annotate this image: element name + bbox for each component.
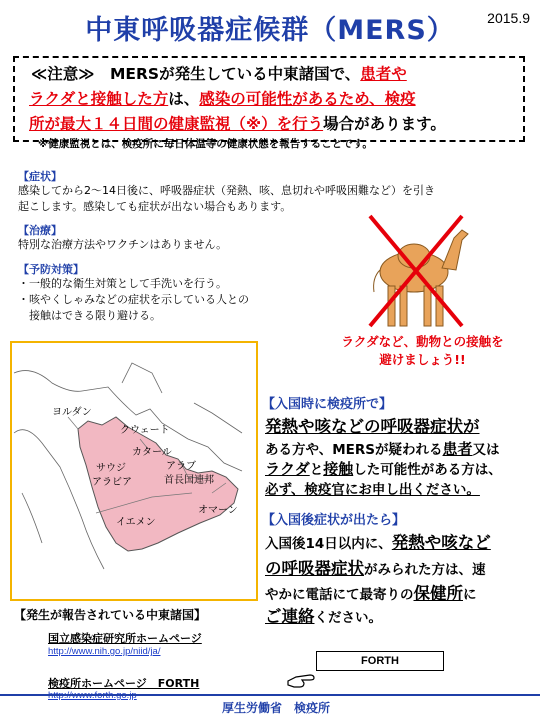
camel-warning — [320, 333, 525, 369]
after-text: に — [463, 587, 477, 603]
after-emphasis: 保健所 — [413, 584, 463, 603]
after-line-2 — [265, 555, 486, 579]
treatment-line: 特別な治療方法やワクチンはありません。 — [18, 238, 228, 251]
after-line-1 — [265, 529, 491, 553]
notice-highlight: 感染の可能性があるため、検疫 — [199, 90, 416, 108]
entry-line-4 — [265, 478, 480, 498]
notice-text: 場合があります。 — [323, 115, 446, 133]
notice-highlight: ラクダと接触した方 — [29, 90, 169, 108]
after-emphasis: ご連絡 — [265, 607, 315, 626]
prevention-line: 接触はできる限り避ける。 — [18, 309, 161, 322]
notice-text: ≪注意≫ MERSが発生している中東諸国で、 — [31, 65, 361, 83]
map-label-saudi: サウジ — [96, 463, 126, 474]
prevention-line: ・咳やくしゃみなどの症状を示している人との — [18, 293, 249, 306]
symptoms-heading: 【症状】 — [18, 170, 62, 183]
map-label-uae: 首長国連邦 — [164, 475, 214, 486]
entry-line-3 — [265, 458, 502, 479]
entry-line-2 — [265, 438, 500, 459]
map-label-qatar: カタール — [132, 447, 172, 458]
symptoms-line: 起こします。感染しても症状が出ない場合もあります。 — [18, 200, 292, 213]
camel-warning-line: 避けましょう!! — [379, 352, 466, 367]
entry-text: と — [309, 462, 324, 478]
middle-east-map — [10, 341, 258, 601]
page-title: 中東呼吸器症候群（MERS） — [85, 15, 455, 46]
entry-heading: 【入国時に検疫所で】 — [262, 397, 393, 412]
after-line-4 — [265, 603, 382, 627]
notice-box — [13, 56, 525, 142]
map-label-uae: アラブ — [166, 461, 196, 472]
nih-link-label: 国立感染症研究所ホームページ — [48, 632, 202, 645]
map-label-yemen: イエメン — [116, 517, 156, 528]
notice-text: は、 — [168, 90, 200, 108]
map-label-kuwait: クウェート — [120, 425, 170, 436]
issue-date: 2015.9 — [487, 10, 530, 26]
after-text: がみられた方は、速 — [364, 562, 486, 578]
entry-text: した可能性がある方は、 — [353, 462, 502, 478]
footer-divider — [0, 694, 540, 696]
entry-text: 又は — [472, 442, 500, 458]
map-label-oman: オマーン — [198, 505, 238, 516]
entry-text: ある方や、MERSが疑われる — [265, 442, 443, 458]
prevention-heading: 【予防対策】 — [18, 263, 84, 276]
map-graphic — [12, 343, 256, 599]
after-heading: 【入国後症状が出たら】 — [262, 513, 406, 528]
after-text: やかに電話にて最寄りの — [265, 587, 414, 603]
symptoms-line: 感染してから2～14日後に、呼吸器症状（発熱、咳、息切れや呼吸困難など）を引き — [18, 184, 435, 197]
map-label-jordan: ヨルダン — [52, 407, 92, 418]
forth-button[interactable]: FORTH — [316, 651, 444, 671]
camel-crossed-icon — [362, 208, 470, 334]
entry-emphasis: ラクダ — [265, 460, 310, 478]
entry-emphasis: 接触 — [323, 460, 354, 478]
after-text: 入国後14日以内に、 — [265, 536, 392, 552]
nih-link[interactable]: http://www.nih.go.jp/niid/ja/ — [48, 646, 161, 657]
after-emphasis: の呼吸器症状 — [265, 559, 364, 578]
notice-line-3 — [29, 112, 446, 134]
notice-highlight: 所が最大１４日間の健康監視（※）を行う — [29, 115, 324, 133]
map-caption: 【発生が報告されている中東諸国】 — [14, 608, 207, 622]
after-emphasis: 発熱や咳など — [391, 533, 491, 552]
entry-line-1 — [265, 413, 480, 437]
notice-footnote: ※健康監視とは、検疫所に毎日体温等の健康状態を報告することです。 — [38, 138, 373, 150]
map-label-saudi: アラビア — [92, 477, 132, 488]
entry-emphasis: 発熱や咳などの呼吸器症状が — [265, 417, 480, 436]
camel-warning-line: ラクダなど、動物との接触を — [341, 334, 504, 349]
after-line-3 — [265, 580, 477, 604]
entry-text: 必ず、検疫官にお申し出ください。 — [265, 482, 480, 498]
pointing-hand-icon — [286, 669, 316, 693]
prevention-line: ・一般的な衛生対策として手洗いを行う。 — [18, 277, 227, 290]
notice-line-1 — [31, 62, 407, 84]
notice-highlight: 患者や — [360, 65, 407, 83]
notice-line-2 — [29, 87, 416, 109]
entry-emphasis: 患者 — [442, 440, 473, 458]
footer-org: 厚生労働省 検疫所 — [222, 701, 331, 715]
treatment-heading: 【治療】 — [18, 224, 62, 237]
after-text: ください。 — [314, 610, 382, 626]
forth-link-label: 検疫所ホームページ FORTH — [48, 677, 200, 690]
